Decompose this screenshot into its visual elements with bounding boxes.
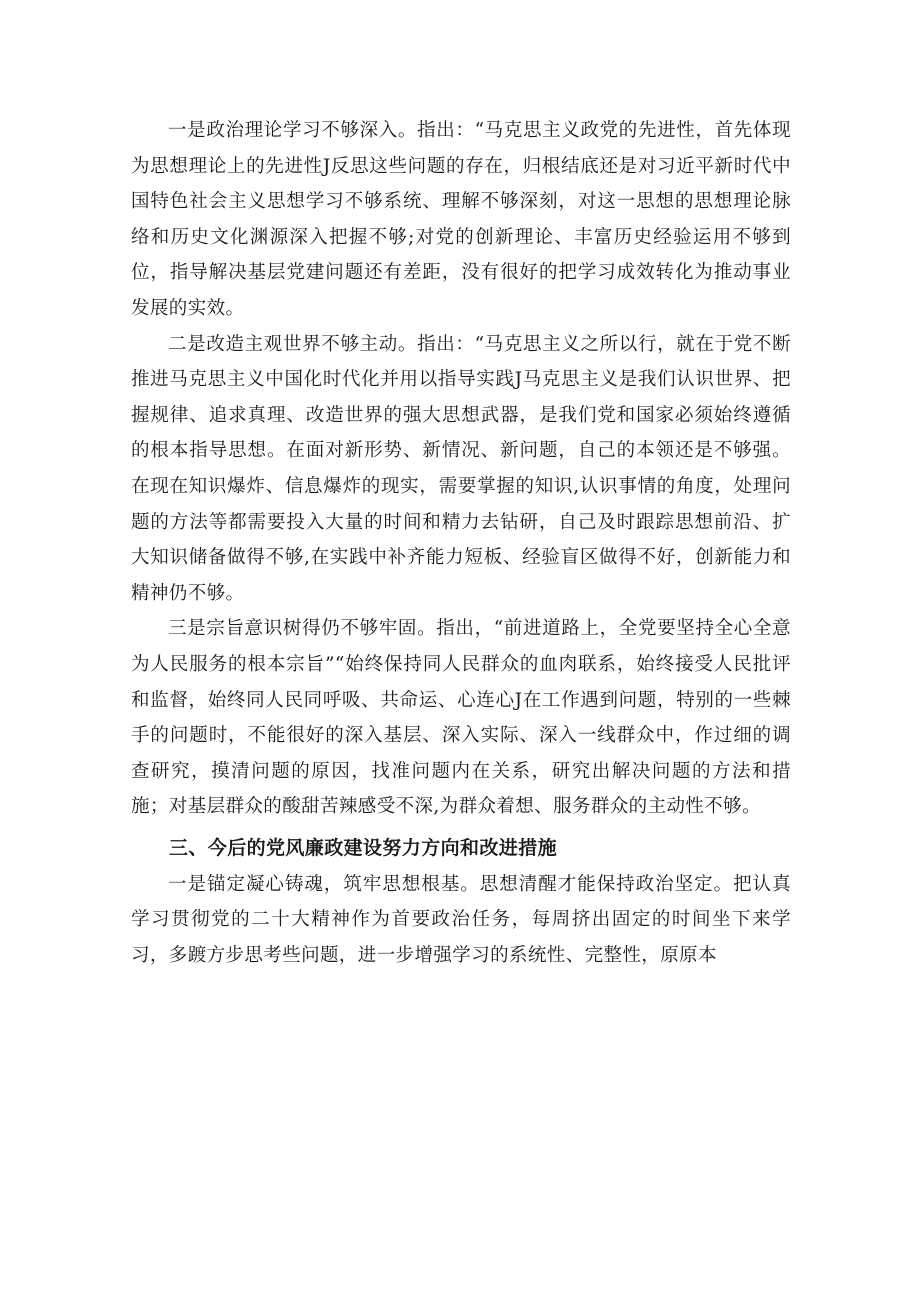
- paragraph-purpose-awareness: 三是宗旨意识树得仍不够牢固。指出，“前进道路上，全党要坚持全心全意为人民服务的根本宗旨”“始终保持同人民群众的血肉联系，始终接受人民批评和监督，始终同人民同呼吸、共命运、心连心J在工作遇到问题，特别的一些棘手的问题时，不能很好的深入基层、深入实际、深入一线群众中，作过细的调查研究，摸清问题的原因，找准问题内在关系，研究出解决问题的方法和措施；对基层群众的酸甜苦辣感受不深,为群众着想、服务群众的主动性不够。: [131, 618, 791, 818]
- paragraph-ideological-foundation: 一是锚定凝心铸魂，筑牢思想根基。思想清醒才能保持政治坚定。把认真学习贯彻党的二十大精神作为首要政治任务，每周挤出固定的时间坐下来学习，多踱方步思考些问题，进一步增强学习的系统性、完整性，原原本: [131, 873, 791, 967]
- section-heading: 三、今后的党风廉政建设努力方向和改进措施: [169, 836, 558, 859]
- paragraph-subjective-world: 二是改造主观世界不够主动。指出：“马克思主义之所以行，就在于党不断推进马克思主义中国化时代化并用以指导实践J马克思主义是我们认识世界、把握规律、追求真理、改造世界的强大思想武器，是我们党和国家必须始终遵循的根本指导思想。在面对新形势、新情况、新问题，自己的本领还是不够强。在现在知识爆炸、信息爆炸的现实，需要掌握的知识,认识事情的角度，处理问题的方法等都需要投入大量的时间和精力去钻研，自己及时跟踪思想前沿、扩大知识储备做得不够,在实践中补齐能力短板、经验盲区做得不好，创新能力和精神仍不够。: [131, 333, 791, 604]
- paragraph-political-theory: 一是政治理论学习不够深入。指出：“马克思主义政党的先进性，首先体现为思想理论上的先进性J反思这些问题的存在，归根结底还是对习近平新时代中国特色社会主义思想学习不够系统、理解不够深刻，对这一思想的思想理论脉络和历史文化渊源深入把握不够;对党的创新理论、丰富历史经验运用不够到位，指导解决基层党建问题还有差距，没有很好的把学习成效转化为推动事业发展的实效。: [131, 120, 791, 319]
- document-body: [131, 113, 791, 974]
